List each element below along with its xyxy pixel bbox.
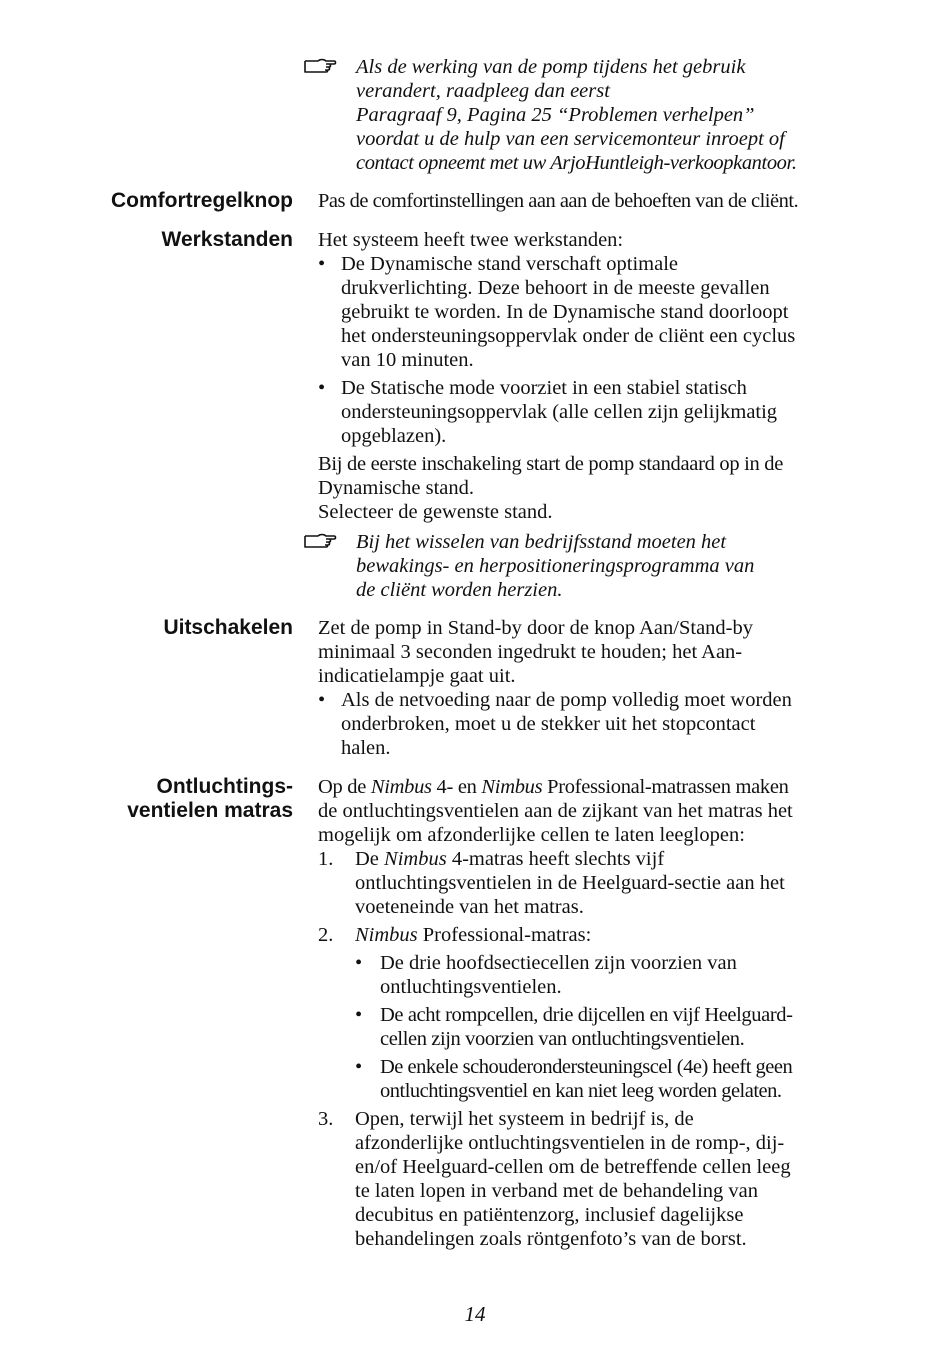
list-line: decubitus en patiëntenzorg, inclusief dagelijkse bbox=[355, 1204, 744, 1226]
list-line: drukverlichting. Deze behoort in de meeste gevallen bbox=[341, 277, 770, 299]
list-line: Nimbus Professional-matras: bbox=[355, 924, 592, 946]
section-heading bbox=[63, 775, 293, 823]
body-text: Het systeem heeft twee werkstanden: bbox=[318, 229, 624, 251]
list-line: onderbroken, moet u de stekker uit het stopcontact bbox=[341, 713, 756, 735]
list-line: cellen zijn voorzien van ontluchtingsventielen. bbox=[380, 1028, 745, 1050]
list-item bbox=[318, 376, 843, 448]
list-line: ontluchtingsventielen. bbox=[380, 976, 562, 998]
list-item bbox=[318, 252, 843, 372]
note-line: bewakings- en herpositioneringsprogramma van bbox=[356, 555, 755, 577]
section-heading: Werkstanden bbox=[161, 228, 293, 251]
note-line: Als de werking van de pomp tijdens het gebruik bbox=[356, 56, 746, 78]
item-number: 3. bbox=[318, 1108, 334, 1130]
list-line: te laten lopen in verband met de behandeling van bbox=[355, 1180, 759, 1202]
body-text: Bij de eerste inschakeling start de pomp standaard op in de bbox=[318, 453, 784, 475]
section-heading: Uitschakelen bbox=[163, 616, 293, 639]
note-line: de cliënt worden herzien. bbox=[356, 579, 563, 601]
bullet-mark: • bbox=[318, 253, 326, 275]
brand-name: Nimbus bbox=[384, 848, 447, 870]
item-number: 1. bbox=[318, 848, 334, 870]
list-line: De Statische mode voorziet in een stabiel statisch bbox=[341, 377, 747, 399]
sub-list-item bbox=[318, 1003, 843, 1051]
list-line: halen. bbox=[341, 737, 391, 759]
pointing-hand-icon bbox=[303, 55, 337, 77]
note-line: Bij het wisselen van bedrijfsstand moeten het bbox=[356, 531, 727, 553]
body-text: Op de Nimbus 4- en Nimbus Professional-matrassen maken bbox=[318, 776, 789, 798]
list-line: De acht rompcellen, drie dijcellen en vijf Heelguard- bbox=[380, 1004, 793, 1026]
list-line: en/of Heelguard-cellen om de betreffende cellen leeg bbox=[355, 1156, 791, 1178]
numbered-item bbox=[318, 923, 843, 947]
note-line: contact opneemt met uw ArjoHuntleigh-verkoopkantoor. bbox=[356, 152, 797, 174]
body-text: de ontluchtingsventielen aan de zijkant van het matras het bbox=[318, 800, 793, 822]
note-line: voordat u de hulp van een servicemonteur inroept of bbox=[356, 128, 785, 150]
bullet-mark: • bbox=[355, 1004, 363, 1026]
body-text: Zet de pomp in Stand-by door de knop Aan/Stand-by bbox=[318, 617, 753, 639]
list-line: De Nimbus 4-matras heeft slechts vijf bbox=[355, 848, 665, 870]
list-line: het ondersteuningsoppervlak onder de cliënt een cyclus bbox=[341, 325, 796, 347]
note-line: verandert, raadpleeg dan eerst bbox=[356, 80, 610, 102]
body-text: Pas de comfortinstellingen aan aan de behoeften van de cliënt. bbox=[318, 190, 799, 212]
list-line: Als de netvoeding naar de pomp volledig moet worden bbox=[341, 689, 792, 711]
bullet-mark: • bbox=[355, 952, 363, 974]
numbered-item bbox=[318, 847, 843, 919]
heading-line: ventielen matras bbox=[127, 799, 293, 822]
list-item bbox=[318, 688, 843, 760]
sub-list-item bbox=[318, 1055, 843, 1103]
note-line: Paragraaf 9, Pagina 25 “Problemen verhelpen” bbox=[356, 104, 755, 126]
brand-name: Nimbus bbox=[481, 776, 543, 798]
pointing-hand-icon bbox=[303, 530, 337, 552]
list-line: ontluchtingsventiel en kan niet leeg worden gelaten. bbox=[380, 1080, 782, 1102]
page-number: 14 bbox=[464, 1302, 486, 1326]
numbered-item bbox=[318, 1107, 843, 1251]
section-heading: Comfortregelknop bbox=[110, 189, 293, 212]
bullet-mark: • bbox=[355, 1056, 363, 1078]
brand-name: Nimbus bbox=[355, 924, 418, 946]
body-text: Dynamische stand. bbox=[318, 477, 474, 499]
list-line: De Dynamische stand verschaft optimale bbox=[341, 253, 678, 275]
body-text: indicatielampje gaat uit. bbox=[318, 665, 516, 687]
bullet-mark: • bbox=[318, 689, 326, 711]
sub-list-item bbox=[318, 951, 843, 999]
list-line: De drie hoofdsectiecellen zijn voorzien van bbox=[380, 952, 737, 974]
list-line: ontluchtingsventielen in de Heelguard-sectie aan het bbox=[355, 872, 785, 894]
brand-name: Nimbus bbox=[370, 776, 432, 798]
body-text: Selecteer de gewenste stand. bbox=[318, 501, 553, 523]
list-line: Open, terwijl het systeem in bedrijf is, de bbox=[355, 1108, 694, 1130]
list-line: van 10 minuten. bbox=[341, 349, 474, 371]
heading-line: Ontluchtings- bbox=[156, 775, 293, 798]
list-line: opgeblazen). bbox=[341, 425, 447, 447]
item-number: 2. bbox=[318, 924, 334, 946]
body-text: mogelijk om afzonderlijke cellen te laten leeglopen: bbox=[318, 824, 745, 846]
list-line: afzonderlijke ontluchtingsventielen in de romp-, dij- bbox=[355, 1132, 785, 1154]
body-text: minimaal 3 seconden ingedrukt te houden; het Aan- bbox=[318, 641, 743, 663]
list-line: voeteneinde van het matras. bbox=[355, 896, 584, 918]
list-line: ondersteuningsoppervlak (alle cellen zijn gelijkmatig bbox=[341, 401, 778, 423]
bullet-mark: • bbox=[318, 377, 326, 399]
list-line: gebruikt te worden. In de Dynamische stand doorloopt bbox=[341, 301, 789, 323]
list-line: De enkele schouderondersteuningscel (4e) heeft geen bbox=[380, 1056, 793, 1078]
list-line: behandelingen zoals röntgenfoto’s van de borst. bbox=[355, 1228, 747, 1250]
